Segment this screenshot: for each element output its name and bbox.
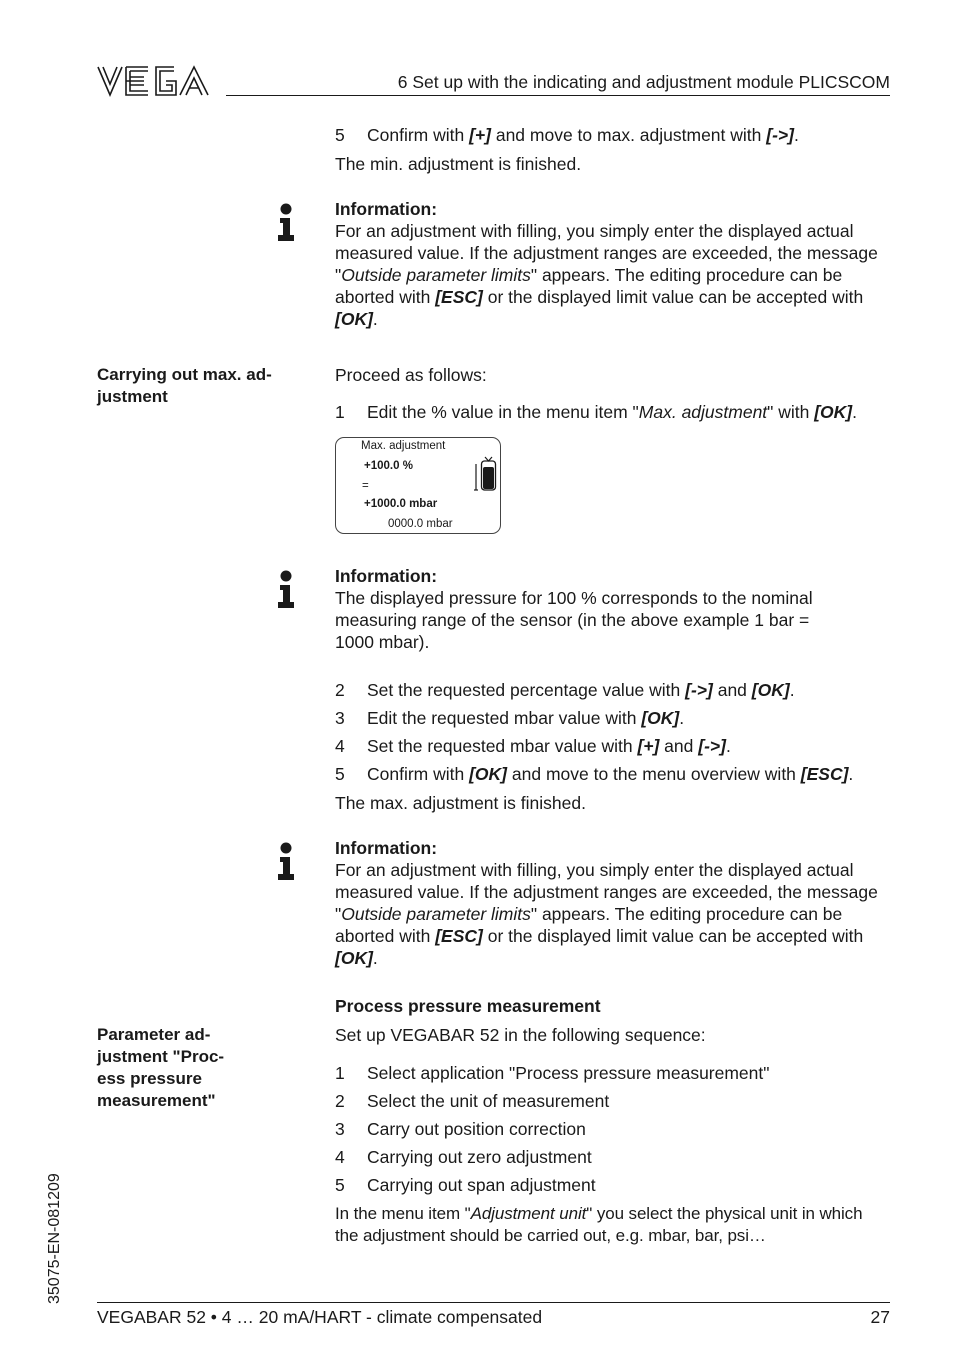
list-item: 1 Select application "Process pressure measurement"	[335, 1063, 770, 1083]
info-block-3: Information: For an adjustment with filling, you simply enter the displayed actual measured value. If the adjustment ranges are exceeded, the message "Outside parameter limits" appears. The editing procedure can be aborted with [ESC] or the displayed limit value can be accepted with [OK].	[335, 837, 891, 969]
intro-text: Set up VEGABAR 52 in the following sequence:	[335, 1025, 706, 1045]
display-sub-value: 0000.0 mbar	[388, 518, 453, 530]
step-confirm-max: 5 Confirm with [+] and move to max. adjustment with [->].	[335, 125, 799, 145]
max-finished-text: The max. adjustment is finished.	[335, 793, 586, 813]
vega-logo	[96, 64, 214, 98]
info-block-1: Information: For an adjustment with filling, you simply enter the displayed actual measured value. If the adjustment ranges are exceeded, the message "Outside parameter limits" appears. The editing procedure can be aborted with [ESC] or the displayed limit value can be accepted with [OK].	[335, 198, 891, 330]
list-item: 4 Carrying out zero adjustment	[335, 1147, 592, 1167]
footer-product: VEGABAR 52 • 4 … 20 mA/HART - climate compensated	[97, 1307, 543, 1327]
info-heading: Information:	[335, 566, 438, 586]
side-heading-max-adjustment: Carrying out max. ad- justment	[97, 365, 272, 406]
display-pressure: +1000.0 mbar	[364, 498, 438, 510]
lcd-display	[335, 437, 501, 534]
min-finished-text: The min. adjustment is finished.	[335, 154, 582, 174]
header-divider	[226, 95, 890, 96]
page-number: 27	[870, 1307, 890, 1327]
list-item: 3 Carry out position correction	[335, 1119, 586, 1139]
info-heading: Information:	[335, 199, 438, 219]
setup-steps-list	[335, 1062, 891, 1196]
info-heading: Information:	[335, 838, 438, 858]
tank-icon	[473, 456, 499, 494]
list-item: 4 Set the requested mbar value with [+] and [->].	[335, 736, 731, 756]
section-heading: Process pressure measurement	[335, 996, 601, 1016]
document-code: 35075-EN-081209	[46, 1173, 63, 1304]
display-title: Max. adjustment	[361, 440, 446, 452]
proceed-text: Proceed as follows:	[335, 365, 487, 385]
info-icon	[277, 203, 297, 243]
display-equals: =	[362, 480, 369, 492]
info-icon	[277, 842, 297, 882]
list-item: 3 Edit the requested mbar value with [OK].	[335, 708, 685, 728]
info-icon	[277, 570, 297, 610]
list-item: 2 Select the unit of measurement	[335, 1091, 610, 1111]
steps-list	[335, 679, 891, 785]
list-item: 2 Set the requested percentage value with [->] and [OK].	[335, 680, 795, 700]
list-item: 5 Carrying out span adjustment	[335, 1175, 596, 1195]
step-edit-percent: 1 Edit the % value in the menu item "Max. adjustment" with [OK].	[335, 402, 858, 422]
display-percent: +100.0 %	[364, 460, 413, 472]
chapter-heading: 6 Set up with the indicating and adjustment module PLICSCOM	[397, 72, 890, 92]
side-heading-parameter-adjustment: Parameter ad- justment "Proc- ess pressure measurement"	[97, 1025, 225, 1110]
footer-divider	[97, 1302, 890, 1303]
info-block-2: Information: The displayed pressure for 100 % corresponds to the nominal measuring range of the sensor (in the above example 1 bar = 1000 mbar).	[335, 565, 891, 653]
closing-paragraph: In the menu item "Adjustment unit" you select the physical unit in which the adjustment should be carried out, e.g. mbar, bar, psi…	[335, 1204, 863, 1245]
list-item: 5 Confirm with [OK] and move to the menu overview with [ESC].	[335, 764, 854, 784]
